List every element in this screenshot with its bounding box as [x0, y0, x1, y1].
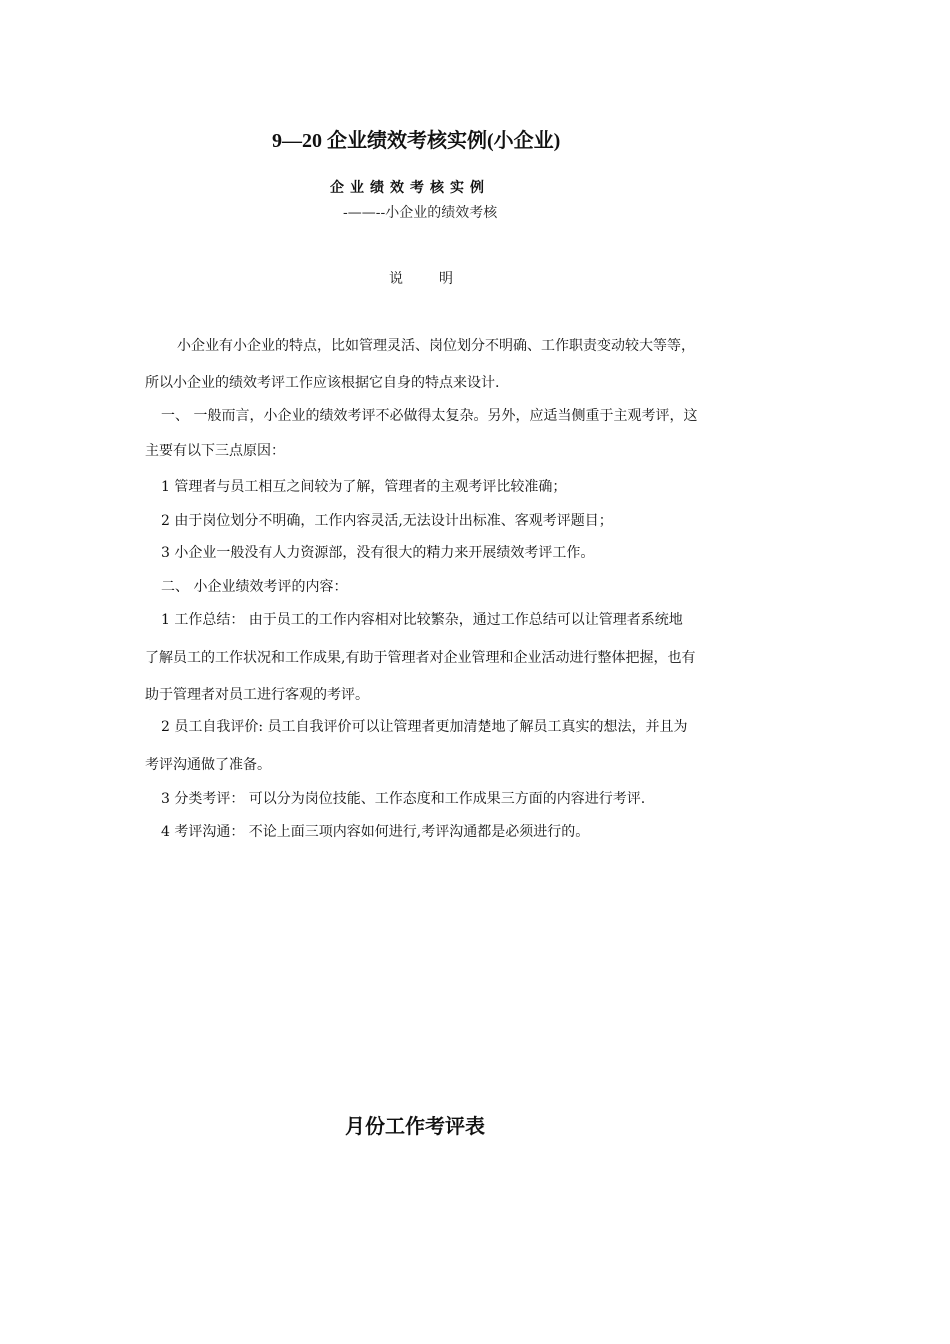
document-subtitle-dash: -——--小企业的绩效考核 [343, 205, 498, 221]
body-line: 2 由于岗位划分不明确，工作内容灵活,无法设计出标准、客观考评题目； [161, 513, 613, 529]
body-line: 一、 一般而言，小企业的绩效考评不必做得太复杂。另外，应适当侧重于主观考评，这 [161, 408, 698, 424]
body-line: 3 分类考评： 可以分为岗位技能、工作态度和工作成果三方面的内容进行考评. [161, 791, 646, 807]
explanation-heading-char-2: 明 [439, 271, 455, 287]
body-line: 主要有以下三点原因： [145, 443, 285, 459]
body-line: 3 小企业一般没有人力资源部，没有很大的精力来开展绩效考评工作。 [161, 545, 595, 561]
body-line: 1 管理者与员工相互之间较为了解，管理者的主观考评比较准确； [161, 479, 567, 495]
body-line: 所以小企业的绩效考评工作应该根据它自身的特点来设计. [145, 375, 500, 391]
section-title: 月份工作考评表 [345, 1114, 485, 1138]
body-line: 助于管理者对员工进行客观的考评。 [145, 687, 369, 703]
body-line: 2 员工自我评价: 员工自我评价可以让管理者更加清楚地了解员工真实的想法，并且为 [161, 719, 688, 735]
body-line: 考评沟通做了准备。 [145, 757, 271, 773]
document-subtitle: 企业绩效考核实例 [330, 180, 490, 196]
body-line: 4 考评沟通： 不论上面三项内容如何进行,考评沟通都是必须进行的。 [161, 824, 590, 840]
explanation-heading-char-1: 说 [389, 271, 405, 287]
body-line: 了解员工的工作状况和工作成果,有助于管理者对企业管理和企业活动进行整体把握，也有 [145, 650, 696, 666]
explanation-heading [389, 268, 455, 288]
body-line: 小企业有小企业的特点，比如管理灵活、岗位划分不明确、工作职责变动较大等等， [177, 338, 695, 354]
body-line: 二、 小企业绩效考评的内容： [161, 579, 348, 595]
page-title: 9—20 企业绩效考核实例(小企业) [272, 130, 561, 152]
body-line: 1 工作总结： 由于员工的工作内容相对比较繁杂，通过工作总结可以让管理者系统地 [161, 612, 683, 628]
